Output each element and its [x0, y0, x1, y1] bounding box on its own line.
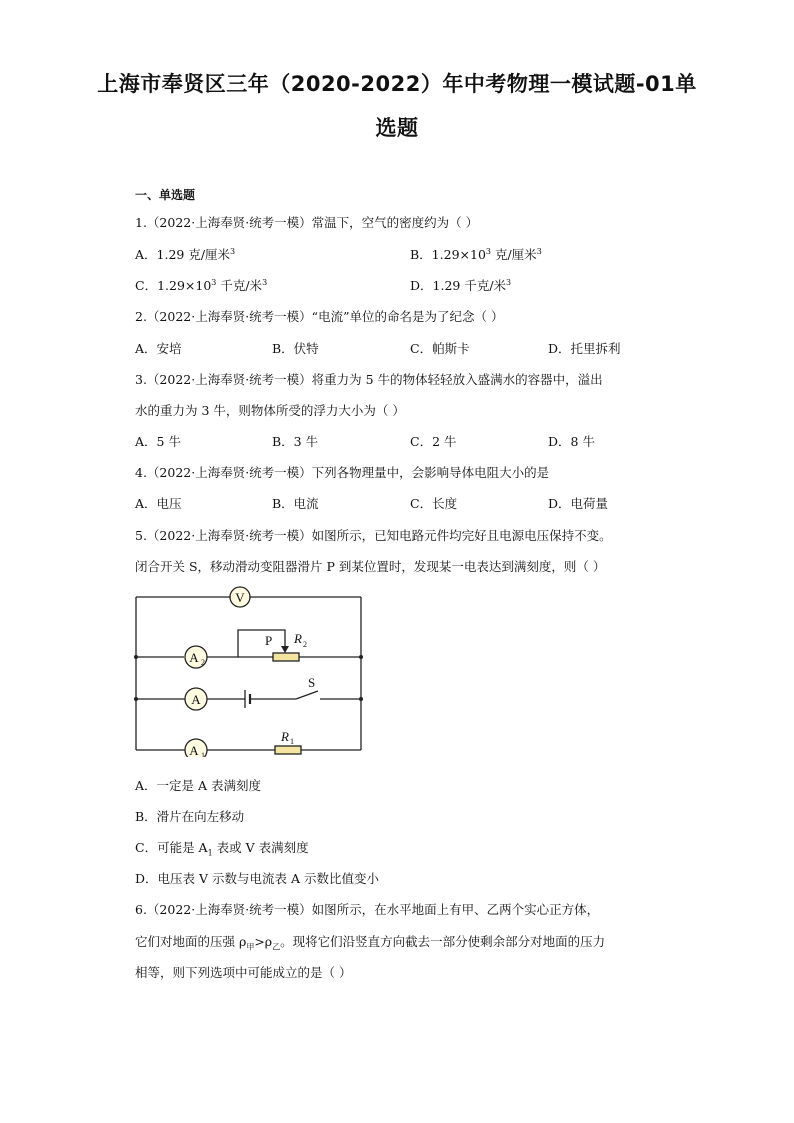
q5-option-d[interactable]: D．电压表 V 示数与电流表 A 示数比值变小	[135, 871, 379, 886]
rheostat-r2-icon	[273, 653, 299, 661]
document-title-line-1: 上海市奉贤区三年（2020-2022）年中考物理一模试题-01单	[97, 72, 697, 96]
q1-option-c-sup2: 3	[262, 277, 268, 287]
circuit-diagram	[130, 582, 370, 757]
q4-option-c[interactable]: C．长度	[410, 496, 458, 511]
ammeter-a1-icon	[185, 739, 207, 757]
q5-stem-line-2: 闭合开关 S，移动滑动变阻器滑片 P 到某位置时，发现某一电表达到满刻度，则（ ）	[135, 559, 606, 574]
q6-sub-yi: 乙	[272, 942, 281, 952]
q1-option-c-sup1: 3	[211, 277, 217, 287]
q6-stem-pre: 它们对地面的压强 ρ	[135, 934, 247, 949]
q1-option-d[interactable]	[410, 276, 511, 294]
voltmeter-label: V	[235, 590, 245, 605]
q4-option-a[interactable]: A．电压	[135, 496, 182, 511]
r2-subscript: 2	[303, 640, 307, 649]
r2-label: R	[294, 631, 302, 646]
q5-option-c-rest: 表或 V 表满刻度	[212, 840, 309, 855]
q6-stem-post: 。现将它们沿竖直方向截去一部分使剩余部分对地面的压力	[280, 934, 606, 949]
q1-option-c-unit: 千克/米	[216, 278, 263, 293]
ammeter-main-icon	[185, 688, 207, 710]
q3-option-d[interactable]: D．8 牛	[548, 434, 595, 449]
switch-s-icon	[296, 691, 318, 699]
ammeter-a2-icon	[185, 646, 207, 668]
switch-s-label: S	[308, 675, 316, 690]
q1-option-a-sup: 3	[230, 246, 236, 256]
q1-option-a-text: A．1.29 克/厘米	[135, 247, 231, 262]
q4-option-b[interactable]: B．电流	[272, 496, 319, 511]
q3-option-b[interactable]: B．3 牛	[272, 434, 319, 449]
q5-option-c[interactable]	[135, 838, 309, 858]
q5-option-a[interactable]: A．一定是 A 表满刻度	[135, 778, 262, 793]
resistor-r1-icon	[275, 746, 301, 754]
ammeter-a1-label: A	[189, 743, 199, 757]
q5-stem-line-1: 5.（2022·上海奉贤·统考一模）如图所示，已知电路元件均完好且电源电压保持不变。	[135, 528, 612, 543]
q3-option-c[interactable]: C．2 牛	[410, 434, 457, 449]
q1-option-d-text: D．1.29 千克/米	[410, 278, 507, 293]
slider-arrow-icon	[281, 646, 289, 653]
slider-p-label: P	[265, 633, 273, 648]
q4-option-d[interactable]: D．电荷量	[548, 496, 609, 511]
voltmeter-icon	[230, 587, 250, 607]
q6-stem-line-2	[135, 932, 605, 953]
q2-option-a[interactable]: A．安培	[135, 341, 182, 356]
ammeter-a2-subscript: 2	[201, 658, 205, 667]
ammeter-a1-subscript: 1	[201, 751, 205, 757]
q1-option-b[interactable]	[410, 245, 542, 263]
document-title-line-2: 选题	[375, 116, 419, 140]
q3-stem-line-1: 3.（2022·上海奉贤·统考一模）将重力为 5 牛的物体轻轻放入盛满水的容器中，溢出	[135, 372, 603, 387]
junction-dots	[134, 655, 363, 701]
q4-stem: 4.（2022·上海奉贤·统考一模）下列各物理量中，会影响导体电阻大小的是	[135, 465, 550, 480]
q2-option-c[interactable]: C．帕斯卡	[410, 341, 470, 356]
q1-option-c-text: C．1.29×10	[135, 278, 212, 293]
q3-stem-line-2: 水的重力为 3 牛，则物体所受的浮力大小为（ ）	[135, 403, 405, 418]
q2-stem: 2.（2022·上海奉贤·统考一模）“电流”单位的命名是为了纪念（ ）	[135, 309, 504, 324]
q1-option-d-sup: 3	[506, 277, 512, 287]
q6-sub-jia: 甲	[246, 942, 255, 952]
q6-stem-line-1: 6.（2022·上海奉贤·统考一模）如图所示，在水平地面上有甲、乙两个实心正方体，	[135, 902, 600, 917]
q5-option-c-text: C．可能是 A	[135, 840, 208, 855]
q1-option-c[interactable]	[135, 276, 267, 294]
q6-stem-line-3: 相等，则下列选项中可能成立的是（ ）	[135, 965, 352, 980]
q3-option-a[interactable]: A．5 牛	[135, 434, 181, 449]
q1-option-b-text: B．1.29×10	[410, 247, 486, 262]
q1-option-b-sup1: 3	[485, 246, 491, 256]
q6-stem-mid: >ρ	[254, 934, 273, 949]
ammeter-main-label: A	[191, 692, 201, 707]
q5-option-b[interactable]: B．滑片在向左移动	[135, 809, 245, 824]
q2-option-b[interactable]: B．伏特	[272, 341, 319, 356]
q5-option-c-sub: 1	[207, 848, 213, 858]
ammeter-a2-label: A	[189, 650, 199, 665]
q1-option-b-unit: 克/厘米	[491, 247, 537, 262]
section-heading: 一、单选题	[135, 188, 196, 202]
r1-subscript: 1	[290, 737, 294, 746]
q1-option-a[interactable]	[135, 245, 235, 263]
q1-stem: 1.（2022·上海奉贤·统考一模）常温下，空气的密度约为（ ）	[135, 215, 479, 230]
battery-icon	[245, 690, 250, 708]
r1-label: R	[281, 729, 289, 744]
q1-option-b-sup2: 3	[536, 246, 542, 256]
q2-option-d[interactable]: D．托里拆利	[548, 341, 621, 356]
